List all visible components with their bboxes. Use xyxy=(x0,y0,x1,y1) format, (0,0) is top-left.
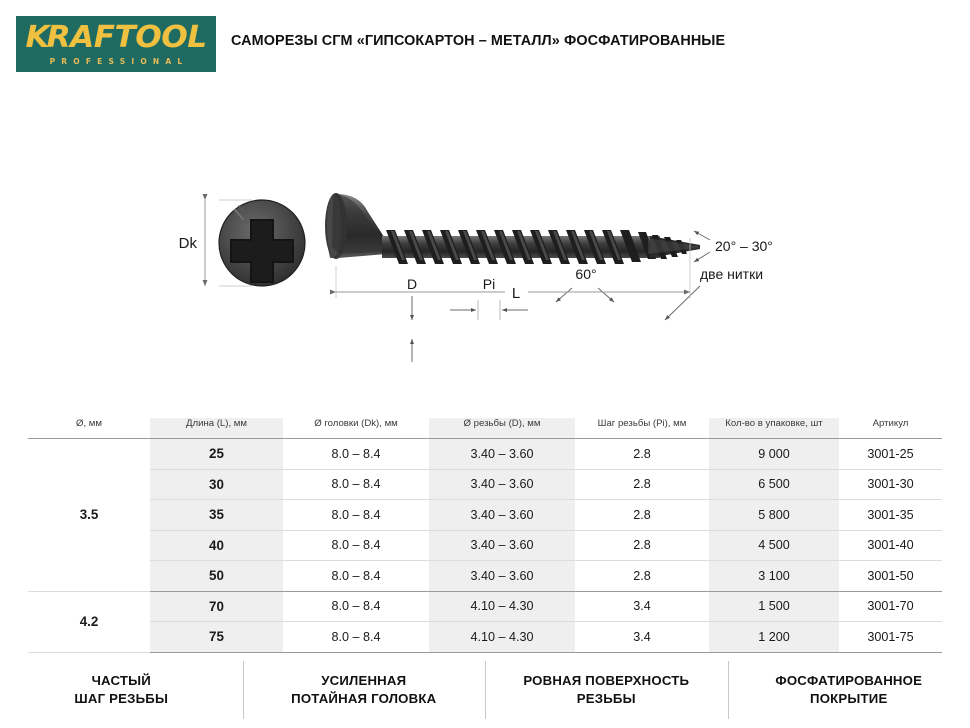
feature-line-2: ПОКРЫТИЕ xyxy=(810,691,888,706)
cell-thread-diameter: 3.40 – 3.60 xyxy=(429,439,575,470)
cell-length: 70 xyxy=(150,591,283,622)
kraftool-logo xyxy=(16,16,216,72)
col-header-sku: Артикул xyxy=(839,418,942,439)
dimension-thread-angle-label: 60° xyxy=(575,266,597,282)
table-row xyxy=(28,439,942,470)
feature-item-countersunk-head xyxy=(243,672,486,708)
cell-thread-diameter: 3.40 – 3.60 xyxy=(429,469,575,500)
dimension-pi-label: Pi xyxy=(482,276,496,292)
cell-quantity: 1 500 xyxy=(709,591,839,622)
table-row xyxy=(28,561,942,592)
feature-highlights xyxy=(0,652,970,728)
cell-pitch: 2.8 xyxy=(575,561,709,592)
cell-quantity: 9 000 xyxy=(709,439,839,470)
dimension-d xyxy=(407,276,417,362)
cell-group-diameter: 4.2 xyxy=(28,591,150,652)
page-header xyxy=(0,0,970,88)
logo-tagline: PROFESSIONAL xyxy=(49,56,189,66)
cell-thread-diameter: 3.40 – 3.60 xyxy=(429,500,575,531)
cell-sku: 3001-40 xyxy=(839,530,942,561)
cell-pitch: 2.8 xyxy=(575,469,709,500)
col-header-quantity: Кол-во в упаковке, шт xyxy=(709,418,839,439)
cell-quantity: 5 800 xyxy=(709,500,839,531)
logo-lead-letter: K xyxy=(25,19,47,55)
feature-line-2: ШАГ РЕЗЬБЫ xyxy=(74,691,169,706)
annotation-two-threads-label: две нитки xyxy=(700,266,764,282)
page-title: САМОРЕЗЫ СГМ «ГИПСОКАРТОН – МЕТАЛЛ» ФОСФАТИРОВАННЫЕ xyxy=(231,33,726,49)
feature-item-smooth-thread xyxy=(485,672,728,708)
screw-head-top-view xyxy=(219,200,305,286)
feature-line-2: РЕЗЬБЫ xyxy=(576,691,636,706)
screw-side-view xyxy=(325,193,700,264)
table-row xyxy=(28,622,942,653)
cell-pitch: 2.8 xyxy=(575,439,709,470)
col-header-diameter: Ø, мм xyxy=(28,418,150,439)
feature-item-thread-pitch xyxy=(0,672,243,708)
cell-thread-diameter: 3.40 – 3.60 xyxy=(429,530,575,561)
feature-line-1: РОВНАЯ ПОВЕРХНОСТЬ xyxy=(523,672,690,688)
cell-length: 35 xyxy=(150,500,283,531)
cell-thread-diameter: 4.10 – 4.30 xyxy=(429,622,575,653)
table-row xyxy=(28,530,942,561)
cell-pitch: 3.4 xyxy=(575,591,709,622)
table-row xyxy=(28,591,942,622)
dimension-dk-label: Dk xyxy=(178,235,197,252)
cell-quantity: 1 200 xyxy=(709,622,839,653)
dimension-point-angle-label: 20° – 30° xyxy=(715,238,773,254)
cell-pitch: 2.8 xyxy=(575,530,709,561)
cell-head-diameter: 8.0 – 8.4 xyxy=(283,500,429,531)
cell-head-diameter: 8.0 – 8.4 xyxy=(283,530,429,561)
cell-sku: 3001-35 xyxy=(839,500,942,531)
dimension-point-angle xyxy=(694,231,773,262)
cell-thread-diameter: 3.40 – 3.60 xyxy=(429,561,575,592)
cell-group-diameter: 3.5 xyxy=(28,439,150,592)
cell-length: 30 xyxy=(150,469,283,500)
dimension-l-label: L xyxy=(511,285,521,302)
feature-line-1: УСИЛЕННАЯ xyxy=(321,672,407,688)
dimension-thread-angle xyxy=(556,266,614,302)
cell-head-diameter: 8.0 – 8.4 xyxy=(283,439,429,470)
col-header-pitch: Шаг резьбы (Pi), мм xyxy=(575,418,709,439)
cell-head-diameter: 8.0 – 8.4 xyxy=(283,622,429,653)
col-header-length: Длина (L), мм xyxy=(150,418,283,439)
cell-head-diameter: 8.0 – 8.4 xyxy=(283,561,429,592)
cell-pitch: 2.8 xyxy=(575,500,709,531)
col-header-thread-diameter: Ø резьбы (D), мм xyxy=(429,418,575,439)
cell-quantity: 4 500 xyxy=(709,530,839,561)
cell-quantity: 6 500 xyxy=(709,469,839,500)
feature-line-1: ЧАСТЫЙ xyxy=(91,672,151,688)
col-header-head-diameter: Ø головки (Dk), мм xyxy=(283,418,429,439)
cell-length: 40 xyxy=(150,530,283,561)
cell-head-diameter: 8.0 – 8.4 xyxy=(283,469,429,500)
cell-length: 50 xyxy=(150,561,283,592)
table-header-row xyxy=(28,418,942,439)
cell-thread-diameter: 4.10 – 4.30 xyxy=(429,591,575,622)
cell-head-diameter: 8.0 – 8.4 xyxy=(283,591,429,622)
cell-sku: 3001-25 xyxy=(839,439,942,470)
cell-sku: 3001-75 xyxy=(839,622,942,653)
feature-item-phosphate-coating xyxy=(728,672,970,708)
table-row xyxy=(28,500,942,531)
annotation-two-threads xyxy=(665,266,763,320)
cell-sku: 3001-50 xyxy=(839,561,942,592)
dimension-d-label: D xyxy=(406,276,418,292)
logo-name: RAFTOOL xyxy=(46,19,207,55)
cell-length: 75 xyxy=(150,622,283,653)
cell-sku: 3001-70 xyxy=(839,591,942,622)
cell-pitch: 3.4 xyxy=(575,622,709,653)
feature-line-1: ФОСФАТИРОВАННОЕ xyxy=(775,672,923,688)
cell-sku: 3001-30 xyxy=(839,469,942,500)
cell-quantity: 3 100 xyxy=(709,561,839,592)
cell-length: 25 xyxy=(150,439,283,470)
specification-table xyxy=(28,418,942,653)
table-row xyxy=(28,469,942,500)
screw-dimension-diagram xyxy=(0,88,970,410)
feature-line-2: ПОТАЙНАЯ ГОЛОВКА xyxy=(291,691,437,706)
logo-wordmark xyxy=(25,19,207,55)
